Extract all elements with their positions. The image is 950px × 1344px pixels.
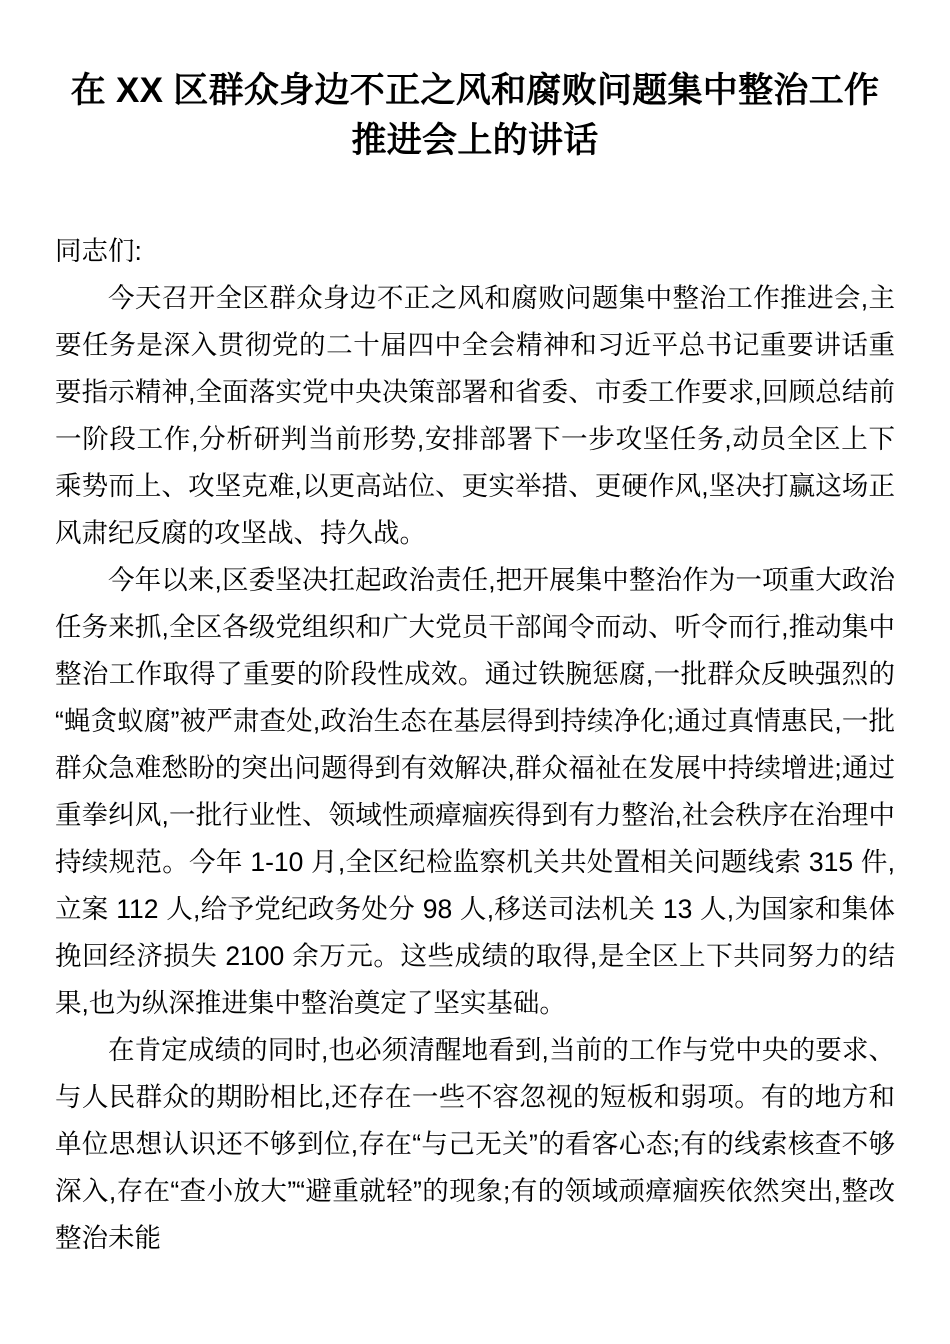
- document-body: [55, 0, 895, 1262]
- paragraph-3: 在肯定成绩的同时,也必须清醒地看到,当前的工作与党中央的要求、与人民群众的期盼相比,还存在一些不容忽视的短板和弱项。有的地方和单位思想认识还不够到位,存在“与己无关”的看客心态;有的线索核查不够深入,存在“查小放大”“避重就轻”的现象;有的领域顽瘴痼疾依然突出,整改整治未能: [55, 1035, 895, 1253]
- paragraph-2: 今年以来,区委坚决扛起政治责任,把开展集中整治作为一项重大政治任务来抓,全区各级党组织和广大党员干部闻令而动、听令而行,推动集中整治工作取得了重要的阶段性成效。通过铁腕惩腐,一批群众反映强烈的“蝇贪蚁腐”被严肃查处,政治生态在基层得到持续净化;通过真情惠民,一批群众急难愁盼的突出问题得到有效解决,群众福祉在发展中持续增进;通过重拳纠风,一批行业性、领域性顽瘴痼疾得到有力整治,社会秩序在治理中持续规范。今年 1-10 月,全区纪检监察机关共处置相关问题线索 315 件,立案 112 人,给予党纪政务处分 98 人,移送司法机关 13 人,为国家和集体挽回经济损失 2100 余万元。这些成绩的取得,是全区上下共同努力的结果,也为纵深推进集中整治奠定了坚实基础。: [55, 565, 895, 1018]
- paragraph-1: 今天召开全区群众身边不正之风和腐败问题集中整治工作推进会,主要任务是深入贯彻党的二十届四中全会精神和习近平总书记重要讲话重要指示精神,全面落实党中央决策部署和省委、市委工作要求,回顾总结前一阶段工作,分析研判当前形势,安排部署下一步攻坚任务,动员全区上下乘势而上、攻坚克难,以更高站位、更实举措、更硬作风,坚决打赢这场正风肃纪反腐的攻坚战、持久战。: [55, 283, 895, 548]
- salutation: 同志们:: [55, 236, 142, 266]
- document-title: 在 XX 区群众身边不正之风和腐败问题集中整治工作推进会上的讲话: [70, 71, 880, 160]
